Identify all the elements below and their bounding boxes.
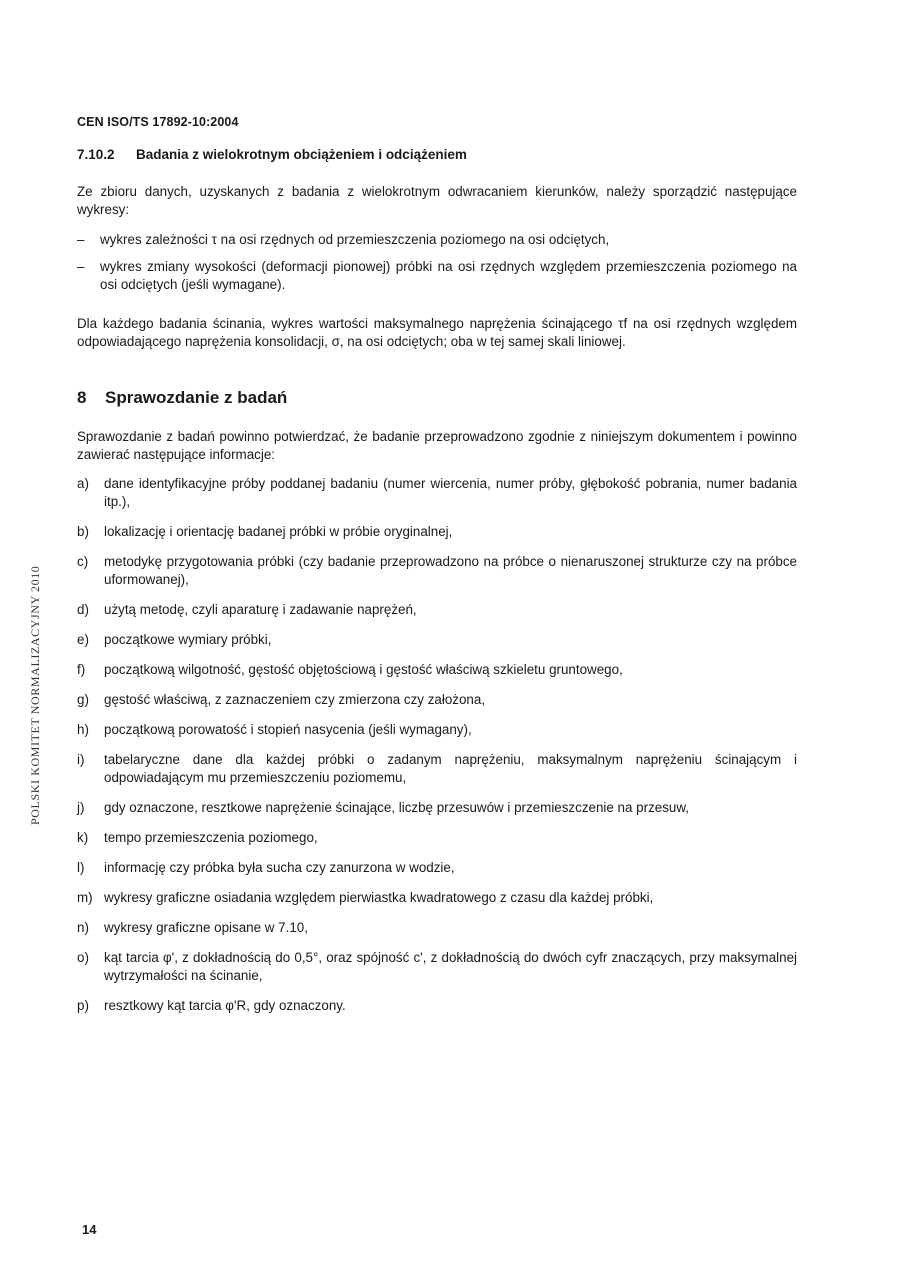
list-item — [77, 631, 797, 649]
list-item-text: początkowe wymiary próbki, — [104, 632, 272, 647]
list-item — [77, 829, 797, 847]
list-marker: d) — [77, 602, 89, 617]
list-item — [77, 475, 797, 511]
list-item — [77, 661, 797, 679]
list-item-text: lokalizację i orientację badanej próbki w próbie oryginalnej, — [104, 524, 453, 539]
list-marker: o) — [77, 950, 89, 965]
list-item — [77, 919, 797, 937]
list-marker: c) — [77, 554, 89, 569]
subsection-title: Badania z wielokrotnym obciążeniem i odciążeniem — [136, 147, 467, 162]
list-marker: – — [77, 232, 85, 247]
list-item — [77, 691, 797, 709]
list-marker: b) — [77, 524, 89, 539]
section-number: 8 — [77, 388, 87, 407]
list-item — [77, 553, 797, 589]
list-item — [77, 889, 797, 907]
section-heading — [77, 388, 287, 408]
list-marker: a) — [77, 476, 89, 491]
section-intro: Sprawozdanie z badań powinno potwierdzać, że badanie przeprowadzono zgodnie z niniejszym dokumentem i powinno zawierać następujące informacje: — [77, 429, 797, 462]
list-item — [77, 231, 797, 249]
list-item-text: dane identyfikacyjne próby poddanej badaniu (numer wiercenia, numer próby, głębokość pobrania, numer badania itp.), — [104, 476, 797, 509]
list-item-text: tempo przemieszczenia poziomego, — [104, 830, 318, 845]
list-item-text: resztkowy kąt tarcia φ'R, gdy oznaczony. — [104, 998, 346, 1013]
list-marker: f) — [77, 662, 86, 677]
paragraph-shear-plot: Dla każdego badania ścinania, wykres wartości maksymalnego naprężenia ścinającego τf na osi rzędnych względem odpowiadającego naprężenia konsolidacji, σ, na osi odciętych; oba w tej samej skali liniowej. — [77, 316, 797, 349]
list-marker: h) — [77, 722, 89, 737]
list-item-text: wykresy graficzne osiadania względem pierwiastka kwadratowego z czasu dla każdej próbki, — [104, 890, 654, 905]
list-item — [77, 751, 797, 787]
intro-paragraph: Ze zbioru danych, uzyskanych z badania z wielokrotnym odwracaniem kierunków, należy sporządzić następujące wykresy: — [77, 184, 797, 217]
list-item — [77, 859, 797, 877]
list-marker: i) — [77, 752, 85, 767]
list-item-text: metodykę przygotowania próbki (czy badanie przeprowadzono na próbce o nienaruszonej strukturze czy na próbce uformowanej), — [104, 554, 797, 587]
list-marker: m) — [77, 890, 93, 905]
list-marker: l) — [77, 860, 85, 875]
list-marker: j) — [77, 800, 85, 815]
list-item-text: użytą metodę, czyli aparaturę i zadawanie naprężeń, — [104, 602, 417, 617]
document-code: CEN ISO/TS 17892-10:2004 — [77, 115, 239, 129]
list-item-text: informację czy próbka była sucha czy zanurzona w wodzie, — [104, 860, 455, 875]
list-item — [77, 799, 797, 817]
page-number: 14 — [82, 1222, 97, 1237]
list-item-text: tabelaryczne dane dla każdej próbki o zadanym naprężeniu, maksymalnym naprężeniu ścinającym i odpowiadającym mu przemieszczeniu poziomemu, — [104, 752, 797, 785]
list-item — [77, 721, 797, 739]
list-item — [77, 949, 797, 985]
list-item-text: wykres zmiany wysokości (deformacji pionowej) próbki na osi rzędnych względem przemieszczenia poziomego na osi odciętych (jeśli wymagane). — [100, 259, 797, 292]
report-items-list — [77, 475, 797, 1027]
list-marker: p) — [77, 998, 89, 1013]
list-item-text: kąt tarcia φ', z dokładnością do 0,5°, oraz spójność c', z dokładnością do dwóch cyfr znaczących, przy maksymalnej wytrzymałości na ścinanie, — [104, 950, 797, 983]
list-marker: – — [77, 259, 85, 274]
list-marker: k) — [77, 830, 89, 845]
list-item-text: początkową wilgotność, gęstość objętościową i gęstość właściwą szkieletu gruntowego, — [104, 662, 623, 677]
list-marker: g) — [77, 692, 89, 707]
list-item-text: gdy oznaczone, resztkowe naprężenie ścinające, liczbę przesuwów i przemieszczenie na przesuw, — [104, 800, 690, 815]
list-item-text: wykres zależności τ na osi rzędnych od przemieszczenia poziomego na osi odciętych, — [100, 232, 610, 247]
dash-list — [77, 231, 797, 303]
subsection-number: 7.10.2 — [77, 147, 115, 162]
section-title: Sprawozdanie z badań — [105, 388, 288, 407]
subsection-heading — [77, 147, 467, 162]
list-item-text: początkową porowatość i stopień nasycenia (jeśli wymagany), — [104, 722, 472, 737]
list-marker: n) — [77, 920, 89, 935]
list-marker: e) — [77, 632, 89, 647]
list-item-text: gęstość właściwą, z zaznaczeniem czy zmierzona czy założona, — [104, 692, 486, 707]
side-watermark-text: POLSKI KOMITET NORMALIZACYJNY 2010 — [28, 565, 42, 825]
list-item-text: wykresy graficzne opisane w 7.10, — [104, 920, 308, 935]
list-item — [77, 523, 797, 541]
list-item — [77, 258, 797, 294]
list-item — [77, 997, 797, 1015]
list-item — [77, 601, 797, 619]
